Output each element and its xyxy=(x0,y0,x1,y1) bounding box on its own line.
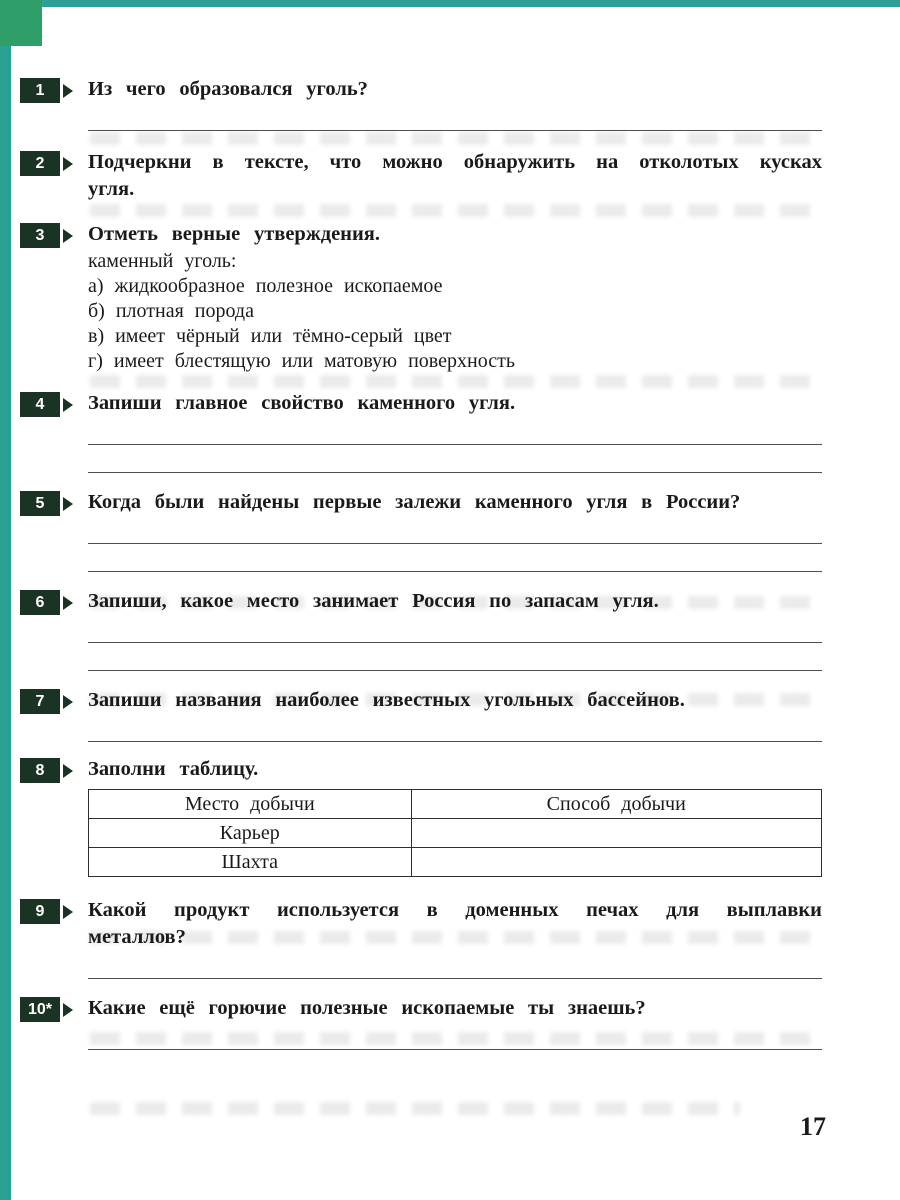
task-marker-arrow-icon xyxy=(63,695,73,709)
task-number-badge: 3 xyxy=(20,223,60,248)
task-number-badge: 8 xyxy=(20,758,60,783)
task-number-badge: 5 xyxy=(20,491,60,516)
page-number: 17 xyxy=(800,1112,826,1141)
answer-line xyxy=(88,714,822,742)
task-number-badge: 9 xyxy=(20,899,60,924)
table-cell-shahta: Шахта xyxy=(89,848,412,877)
page-showthrough xyxy=(90,1102,740,1115)
table-row xyxy=(89,848,822,877)
task-10-marker xyxy=(20,995,88,1022)
task-5-marker xyxy=(20,489,88,516)
task-4-marker xyxy=(20,390,88,417)
task-1-marker xyxy=(20,76,88,103)
task-9 xyxy=(20,897,822,979)
task-number-badge: 2 xyxy=(20,151,60,176)
task-3-option-g: г) имеет блестящую или матовую поверхность xyxy=(88,350,515,372)
task-number-badge: 4 xyxy=(20,392,60,417)
answer-line xyxy=(88,544,822,572)
answer-line xyxy=(88,951,822,979)
task-10-question: Какие ещё горючие полезные ископаемые ты знаешь? xyxy=(88,997,646,1019)
task-2-question: Подчеркни в тексте, что можно обнаружить на отколотых кусках угля. xyxy=(88,151,822,200)
task-3-question: Отметь верные утверждения. xyxy=(88,223,381,245)
answer-line xyxy=(88,103,822,131)
fill-in-table xyxy=(88,789,822,877)
table-header-place: Место добычи xyxy=(89,790,412,819)
task-number-badge: 7 xyxy=(20,689,60,714)
task-3-option-a: а) жидкообразное полезное ископаемое xyxy=(88,275,443,297)
task-marker-arrow-icon xyxy=(63,596,73,610)
task-marker-arrow-icon xyxy=(63,905,73,919)
task-number-badge: 6 xyxy=(20,590,60,615)
task-1-question: Из чего образовался уголь? xyxy=(88,78,368,100)
table-header-method: Способ добычи xyxy=(411,790,821,819)
table-cell-empty xyxy=(411,848,821,877)
table-row xyxy=(89,819,822,848)
answer-line xyxy=(88,445,822,473)
task-marker-arrow-icon xyxy=(63,764,73,778)
task-6-question: Запиши, какое место занимает Россия по запасам угля. xyxy=(88,590,659,612)
task-5 xyxy=(20,489,822,572)
task-2-marker xyxy=(20,149,88,176)
task-marker-arrow-icon xyxy=(63,398,73,412)
task-8-marker xyxy=(20,756,88,783)
task-5-question: Когда были найдены первые залежи каменного угля в России? xyxy=(88,491,741,513)
task-9-question: Какой продукт используется в доменных печах для выплавки металлов? xyxy=(88,899,822,948)
task-8 xyxy=(20,756,822,877)
answer-line xyxy=(88,417,822,445)
task-marker-arrow-icon xyxy=(63,157,73,171)
task-7-marker xyxy=(20,687,88,714)
task-marker-arrow-icon xyxy=(63,229,73,243)
task-number-badge: 1 xyxy=(20,78,60,103)
task-7 xyxy=(20,687,822,742)
task-8-question: Заполни таблицу. xyxy=(88,758,259,780)
task-9-marker xyxy=(20,897,88,924)
task-marker-arrow-icon xyxy=(63,1003,73,1017)
task-6-marker xyxy=(20,588,88,615)
task-10 xyxy=(20,995,822,1050)
task-6 xyxy=(20,588,822,671)
task-7-question: Запиши названия наиболее известных угольных бассейнов. xyxy=(88,689,685,711)
task-marker-arrow-icon xyxy=(63,84,73,98)
table-cell-empty xyxy=(411,819,821,848)
table-header-row xyxy=(89,790,822,819)
answer-line xyxy=(88,516,822,544)
task-3-subtitle: каменный уголь: xyxy=(88,250,237,272)
answer-line xyxy=(88,643,822,671)
table-cell-karier: Карьер xyxy=(89,819,412,848)
answer-line xyxy=(88,615,822,643)
task-3-marker xyxy=(20,221,88,248)
task-3-option-v: в) имеет чёрный или тёмно-серый цвет xyxy=(88,325,452,347)
task-4-question: Запиши главное свойство каменного угля. xyxy=(88,392,516,414)
task-marker-arrow-icon xyxy=(63,497,73,511)
task-number-badge: 10* xyxy=(20,997,60,1022)
task-3 xyxy=(20,221,822,374)
answer-line xyxy=(88,1022,822,1050)
task-4 xyxy=(20,390,822,473)
task-1 xyxy=(20,76,822,131)
task-2 xyxy=(20,149,822,203)
task-3-option-b: б) плотная порода xyxy=(88,300,254,322)
